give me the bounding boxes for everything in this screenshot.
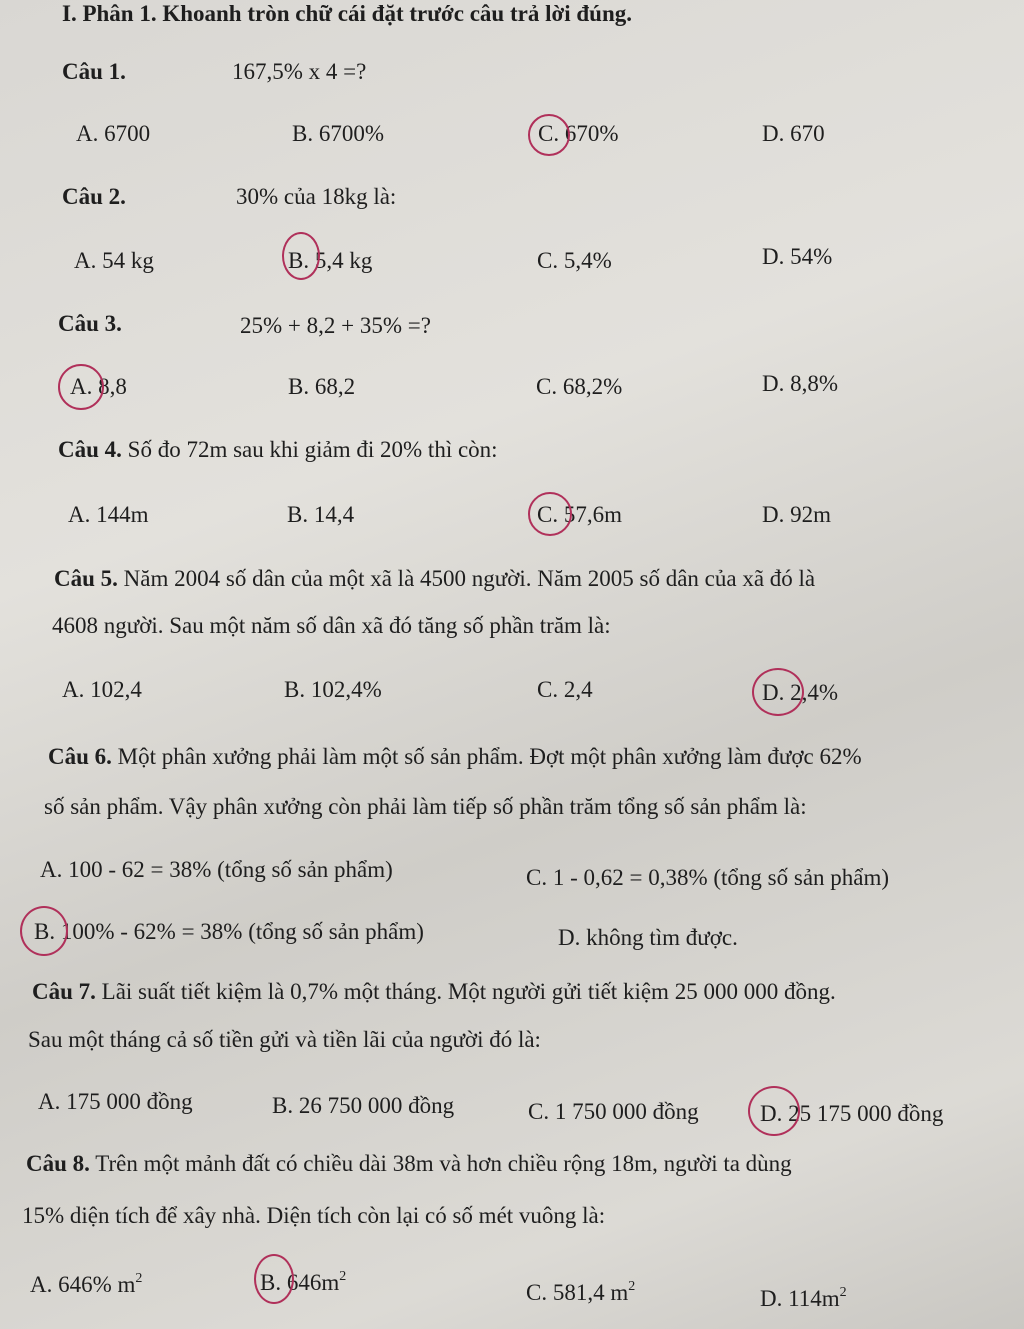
q6-option-d[interactable]: D. không tìm được. [558, 925, 738, 950]
question-6-text-line2: số sản phẩm. Vậy phân xưởng còn phải làm tiếp số phần trăm tổng số sản phẩm là: [44, 794, 807, 819]
q1-option-c[interactable]: C. 670% [538, 121, 619, 146]
q1-option-d[interactable]: D. 670 [762, 121, 825, 146]
q8-option-b[interactable] [260, 1270, 346, 1294]
q3-option-a[interactable]: A. 8,8 [70, 374, 127, 399]
q8-option-c[interactable] [526, 1280, 635, 1304]
q8-option-b-sup: 2 [339, 1269, 347, 1284]
q2-option-c[interactable]: C. 5,4% [537, 248, 612, 273]
q8-option-a-sup: 2 [135, 1271, 143, 1286]
q1-option-b[interactable]: B. 6700% [292, 121, 384, 146]
q7-option-b[interactable]: B. 26 750 000 đồng [272, 1093, 455, 1118]
q5-option-a[interactable]: A. 102,4 [62, 677, 142, 702]
question-8-text-line2: 15% diện tích để xây nhà. Diện tích còn lại có số mét vuông là: [22, 1203, 606, 1228]
q2-option-d[interactable]: D. 54% [762, 244, 833, 269]
q6-option-a[interactable]: A. 100 - 62 = 38% (tổng số sản phẩm) [40, 857, 393, 882]
q8-option-d-sup: 2 [839, 1285, 847, 1300]
section-header: I. Phân 1. Khoanh tròn chữ cái đặt trước câu trả lời đúng. [62, 1, 632, 26]
question-5 [54, 567, 815, 590]
q4-option-c[interactable]: C. 57,6m [537, 502, 622, 527]
q8-option-b-text: B. 646m [260, 1270, 340, 1295]
q8-option-d[interactable] [760, 1286, 847, 1310]
q7-option-a[interactable]: A. 175 000 đồng [38, 1089, 193, 1114]
question-7 [32, 980, 836, 1003]
q6-option-c[interactable]: C. 1 - 0,62 = 0,38% (tổng số sản phẩm) [526, 865, 890, 890]
q5-option-c[interactable]: C. 2,4 [537, 677, 593, 702]
question-1-label: Câu 1. [62, 59, 126, 84]
q8-option-d-text: D. 114m [760, 1286, 840, 1311]
q7-option-c[interactable]: C. 1 750 000 đồng [528, 1099, 699, 1124]
question-8 [26, 1152, 792, 1175]
question-7-text-line2: Sau một tháng cả số tiền gửi và tiền lãi của người đó là: [28, 1027, 541, 1052]
question-5-text-line2: 4608 người. Sau một năm số dân xã đó tăng số phần trăm là: [52, 613, 611, 638]
question-2-label: Câu 2. [62, 184, 126, 209]
q8-option-a-text: A. 646% m [30, 1272, 136, 1297]
q3-option-c[interactable]: C. 68,2% [536, 374, 623, 399]
q3-option-d[interactable]: D. 8,8% [762, 371, 839, 396]
question-3-label: Câu 3. [58, 311, 122, 336]
q4-option-b[interactable]: B. 14,4 [287, 502, 355, 527]
question-6 [48, 745, 862, 768]
question-3-text: 25% + 8,2 + 35% =? [240, 313, 431, 338]
q4-option-d[interactable]: D. 92m [762, 502, 831, 527]
question-6-label: Câu 6. [48, 744, 112, 769]
q6-option-b[interactable]: B. 100% - 62% = 38% (tổng số sản phẩm) [34, 919, 424, 944]
question-4-text: Số đo 72m sau khi giảm đi 20% thì còn: [127, 437, 498, 462]
question-7-text: Lãi suất tiết kiệm là 0,7% một tháng. Một người gửi tiết kiệm 25 000 000 đồng. [101, 979, 836, 1004]
q7-option-d[interactable]: D. 25 175 000 đồng [760, 1101, 944, 1126]
question-5-label: Câu 5. [54, 566, 118, 591]
question-4-label: Câu 4. [58, 437, 122, 462]
q1-option-a[interactable]: A. 6700 [76, 121, 151, 146]
question-8-label: Câu 8. [26, 1151, 90, 1176]
question-6-text: Một phân xưởng phải làm một số sản phẩm. Đợt một phân xưởng làm được 62% [117, 744, 862, 769]
q8-option-c-text: C. 581,4 m [526, 1280, 629, 1305]
q3-option-b[interactable]: B. 68,2 [288, 374, 356, 399]
question-1-text: 167,5% x 4 =? [232, 59, 367, 84]
question-4 [58, 438, 498, 461]
q5-option-b[interactable]: B. 102,4% [284, 677, 382, 702]
q8-option-a[interactable] [30, 1272, 142, 1296]
question-5-text: Năm 2004 số dân của một xã là 4500 người. Năm 2005 số dân của xã đó là [123, 566, 816, 591]
q2-option-a[interactable]: A. 54 kg [74, 248, 154, 273]
q2-option-b[interactable]: B. 5,4 kg [288, 248, 373, 273]
q5-option-d[interactable]: D. 2,4% [762, 680, 839, 705]
q8-option-c-sup: 2 [628, 1279, 636, 1294]
question-8-text: Trên một mảnh đất có chiều dài 38m và hơn chiều rộng 18m, người ta dùng [95, 1151, 792, 1176]
question-7-label: Câu 7. [32, 979, 96, 1004]
question-2-text: 30% của 18kg là: [236, 184, 397, 209]
q4-option-a[interactable]: A. 144m [68, 502, 149, 527]
